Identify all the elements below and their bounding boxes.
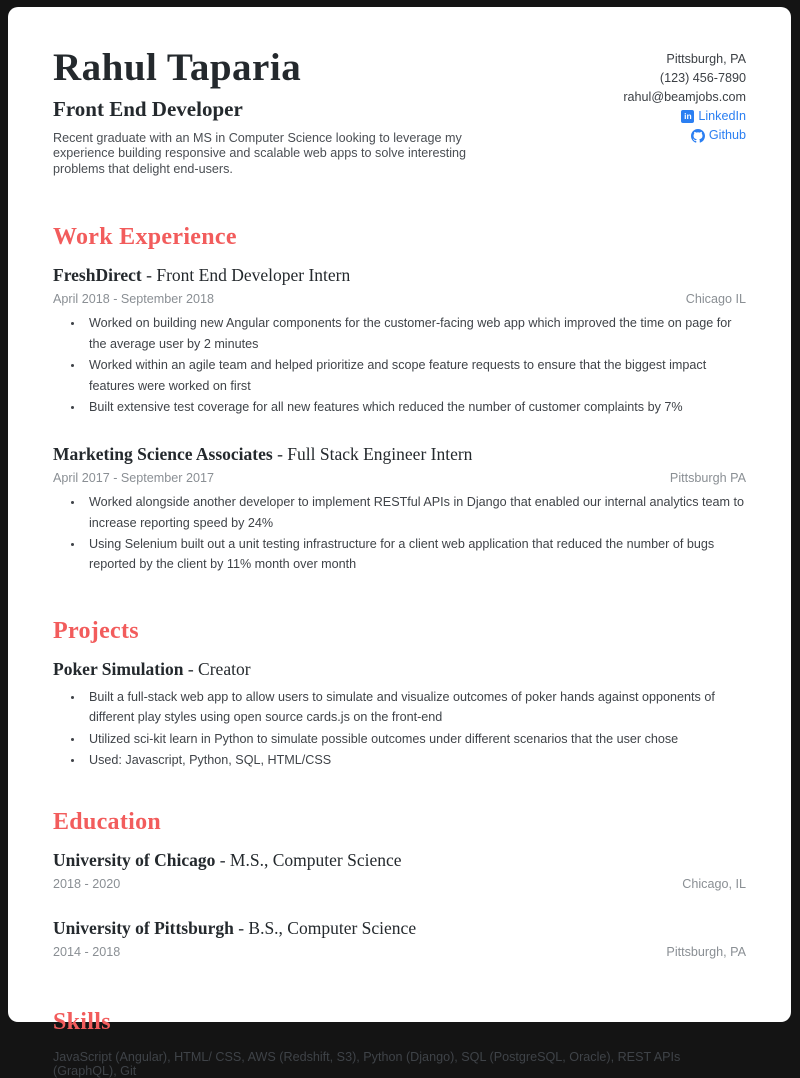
education-heading: Education bbox=[53, 809, 162, 836]
linkedin-icon: in bbox=[681, 110, 694, 123]
resume-header bbox=[53, 47, 746, 177]
education-entry bbox=[53, 918, 746, 959]
education-entry-title bbox=[53, 850, 746, 871]
work-bullet: • Using Selenium built out a unit testing infrastructure for a client web application that reduced the number of bugs reported by the client by 11% month over month bbox=[84, 534, 746, 575]
project-bullet: • Built a full-stack web app to allow users to simulate and visualize outcomes of poker hands against opponents of different play styles using open source cards.js on the front-end bbox=[84, 687, 746, 728]
work-dates: April 2018 - September 2018 bbox=[53, 292, 215, 307]
work-entry bbox=[53, 444, 746, 575]
contact-location: Pittsburgh, PA bbox=[666, 52, 746, 66]
linkedin-link-label[interactable]: LinkedIn bbox=[698, 109, 746, 123]
company-name: FreshDirect bbox=[53, 265, 142, 286]
work-location: Pittsburgh PA bbox=[669, 471, 746, 486]
person-name: Rahul Taparia bbox=[53, 46, 302, 89]
education-entry-meta bbox=[53, 877, 746, 891]
role-name: - Full Stack Engineer Intern bbox=[272, 444, 473, 465]
work-entry-meta bbox=[53, 292, 746, 306]
identity-block bbox=[53, 47, 523, 177]
work-entry-title bbox=[53, 444, 746, 465]
education-location: Pittsburgh, PA bbox=[666, 945, 746, 960]
education-dates: 2014 - 2018 bbox=[53, 945, 121, 960]
resume-page bbox=[8, 7, 791, 1078]
work-bullet: • Built extensive test coverage for all new features which reduced the number of customer complaints by 7% bbox=[84, 397, 746, 417]
work-bullet-list bbox=[53, 313, 746, 417]
project-name: Poker Simulation bbox=[53, 658, 184, 679]
project-bullet: • Used: Javascript, Python, SQL, HTML/CSS bbox=[84, 750, 746, 770]
contact-block bbox=[623, 47, 746, 177]
school-name: University of Pittsburgh bbox=[53, 918, 234, 939]
degree-name: - M.S., Computer Science bbox=[215, 850, 402, 871]
work-bullet: • Worked on building new Angular components for the customer-facing web app which improved the time on page for the average user by 2 minutes bbox=[84, 313, 746, 354]
work-dates: April 2017 - September 2017 bbox=[53, 471, 215, 486]
education-entry-title bbox=[53, 918, 746, 939]
education-entry bbox=[53, 850, 746, 891]
linkedin-link[interactable] bbox=[623, 107, 746, 126]
contact-phone: (123) 456-7890 bbox=[659, 71, 746, 85]
school-name: University of Chicago bbox=[53, 850, 216, 871]
project-bullet: • Utilized sci-kit learn in Python to simulate possible outcomes under different scenarios that the user chose bbox=[84, 729, 746, 749]
github-link-label[interactable]: Github bbox=[708, 128, 746, 142]
section-skills bbox=[53, 1009, 746, 1078]
github-icon bbox=[691, 129, 705, 143]
work-location: Chicago IL bbox=[685, 292, 746, 307]
work-entry-title bbox=[53, 265, 746, 286]
work-bullet-list bbox=[53, 492, 746, 575]
company-name: Marketing Science Associates bbox=[53, 444, 273, 465]
project-role: - Creator bbox=[183, 658, 251, 679]
education-location: Chicago, IL bbox=[682, 877, 746, 892]
education-entry-meta bbox=[53, 945, 746, 959]
project-bullet-list bbox=[53, 687, 746, 771]
projects-heading: Projects bbox=[53, 617, 139, 644]
section-education bbox=[53, 809, 746, 959]
role-name: - Front End Developer Intern bbox=[141, 265, 351, 286]
person-job-title: Front End Developer bbox=[53, 96, 243, 121]
work-bullet: • Worked alongside another developer to implement RESTful APIs in Django that enabled our internal analytics team to increase reporting speed by 24% bbox=[84, 492, 746, 533]
work-bullet: • Worked within an agile team and helped prioritize and scope feature requests to ensure that the biggest impact features were worked on first bbox=[84, 355, 746, 396]
skills-heading: Skills bbox=[53, 1009, 111, 1036]
project-entry-title bbox=[53, 659, 746, 680]
work-entry-meta bbox=[53, 471, 746, 485]
github-link[interactable] bbox=[623, 126, 746, 145]
project-entry bbox=[53, 659, 746, 771]
work-entry bbox=[53, 265, 746, 417]
summary-paragraph: Recent graduate with an MS in Computer Science looking to leverage my experience building responsive and scalable web apps to solve interesting problems that delight end-users. bbox=[53, 130, 467, 176]
work-experience-heading: Work Experience bbox=[53, 224, 237, 251]
section-work-experience bbox=[53, 224, 746, 575]
degree-name: - B.S., Computer Science bbox=[233, 918, 417, 939]
contact-email: rahul@beamjobs.com bbox=[623, 90, 746, 104]
skills-list: JavaScript (Angular), HTML/ CSS, AWS (Redshift, S3), Python (Django), SQL (PostgreSQL, Oracle), REST APIs (GraphQL), Git bbox=[53, 1050, 681, 1078]
section-projects bbox=[53, 618, 746, 771]
education-dates: 2018 - 2020 bbox=[53, 877, 121, 892]
